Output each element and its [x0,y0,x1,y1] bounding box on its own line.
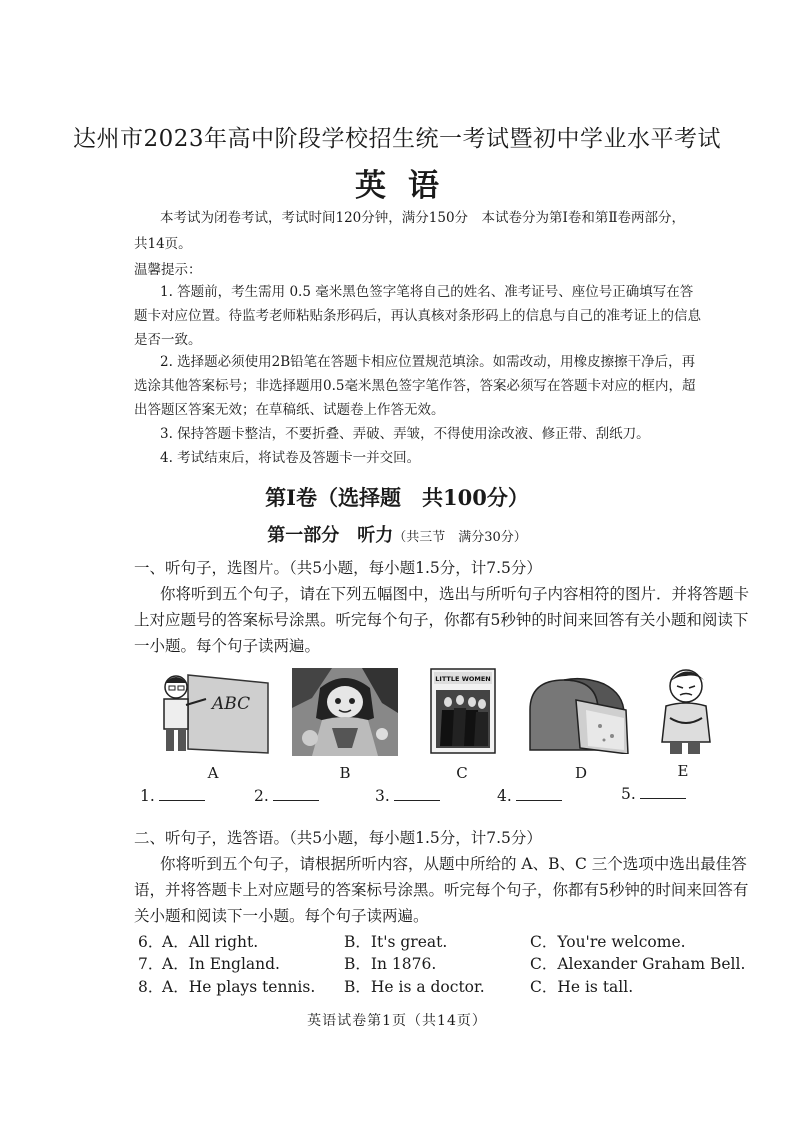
question-7-option-b: B．In 1876. [344,955,437,973]
blank-number-1: 1. [140,787,155,805]
book-title: LITTLE WOMEN [435,675,491,683]
picture-label-b: B [339,764,351,782]
teacher-blackboard-icon [150,665,270,755]
question-7-number: 7． [138,955,164,973]
question-8-option-a: A．He plays tennis. [162,978,316,996]
tip-2-line-2: 选涂其他答案标号；非选择题用0.5毫米黑色签字笔作答，答案必须写在答题卡对应的框内，超 [134,378,696,394]
exam-title: 达州市2023年高中阶段学校招生统一考试暨初中学业水平考试 [72,126,722,152]
question-6-option-b: B．It's great. [344,933,448,951]
tip-2-line-1: 2. 选择题必须使用2B铅笔在答题卡相应位置规范填涂。如需改动，用橡皮擦擦干净后，再 [160,354,696,370]
tip-1-line-2: 题卡对应位置。待监考老师粘贴条形码后，再认真核对条形码上的信息与自己的准考证上的信息 [134,308,701,324]
answer-blank-3 [375,786,440,805]
tips-heading: 温馨提示： [134,262,202,278]
picture-label-e: E [677,762,689,780]
picture-label-d: D [574,764,588,782]
anime-girl-icon [292,668,398,756]
answer-blank-4 [497,786,562,805]
tip-4: 4. 考试结束后，将试卷及答题卡一并交回。 [160,450,421,466]
bread-icon [524,670,632,754]
part-title-note: （共三节 满分30分） [393,530,527,545]
book-cover-icon [430,668,496,754]
section2-instr-2: 语，并将答题卡上对应题号的答案标号涂黑。听完每个句子，你都有5秒钟的时间来回答有 [134,881,749,899]
blank-line-4 [516,786,562,801]
question-8-option-c: C．He is tall. [530,978,634,996]
question-6-option-c: C．You're welcome. [530,933,686,951]
boy-stomachache-icon [650,662,720,756]
picture-label-a: A [207,764,219,782]
subject-title: 英语 [355,168,461,204]
tip-1-line-1: 1. 答题前，考生需用 0.5 毫米黑色签字笔将自己的姓名、准考证号、座位号正确填写在答 [160,284,694,300]
question-6-option-a: A．All right. [162,933,259,951]
section1-instr-3: 一小题。每个句子读两遍。 [134,637,321,655]
question-7-option-a: A．In England. [162,955,280,973]
blank-line-1 [159,786,205,801]
volume-title: 第Ⅰ卷（选择题 共100分） [265,485,529,510]
blank-line-3 [394,786,440,801]
blackboard-text: ABC [212,694,251,714]
tip-1-line-3: 是否一致。 [134,332,202,348]
blank-line-5 [640,784,686,799]
part-title [0,521,794,547]
part-title-main: 第一部分 听力 [267,525,394,546]
question-8-option-b: B．He is a doctor. [344,978,485,996]
tip-3: 3. 保持答题卡整洁，不要折叠、弄破、弄皱，不得使用涂改液、修正带、刮纸刀。 [160,426,650,442]
question-6-number: 6． [138,933,164,951]
blank-number-3: 3. [375,787,390,805]
section2-instr-1: 你将听到五个句子，请根据所听内容，从题中所给的 A、B、C 三个选项中选出最佳答 [160,855,747,873]
picture-label-c: C [456,764,468,782]
blank-number-2: 2. [254,787,269,805]
blank-number-5: 5. [621,785,636,803]
intro-line-2: 共14页。 [134,236,192,252]
answer-blank-5 [621,784,686,803]
section1-instr-1: 你将听到五个句子，请在下列五幅图中，选出与所听句子内容相符的图片．并将答题卡 [160,585,750,603]
answer-blank-1 [140,786,205,805]
blank-line-2 [273,786,319,801]
blank-number-4: 4. [497,787,512,805]
question-8-number: 8． [138,978,164,996]
section1-instr-2: 上对应题号的答案标号涂黑。听完每个句子，你都有5秒钟的时间来回答有关小题和阅读下 [134,611,749,629]
answer-blank-2 [254,786,319,805]
page-footer: 英语试卷第1页（共14页） [307,1013,487,1029]
tip-2-line-3: 出答题区答案无效；在草稿纸、试题卷上作答无效。 [134,402,445,418]
section2-instr-3: 关小题和阅读下一小题。每个句子读两遍。 [134,907,429,925]
question-7-option-c: C．Alexander Graham Bell. [530,955,746,973]
section2-heading: 二、听句子，选答语。（共5小题，每小题1.5分，计7.5分） [134,829,542,847]
section1-heading: 一、听句子，选图片。（共5小题，每小题1.5分，计7.5分） [134,559,542,577]
intro-line-1: 本考试为闭卷考试，考试时间120分钟，满分150分 本试卷分为第Ⅰ卷和第Ⅱ卷两部分， [160,210,686,226]
